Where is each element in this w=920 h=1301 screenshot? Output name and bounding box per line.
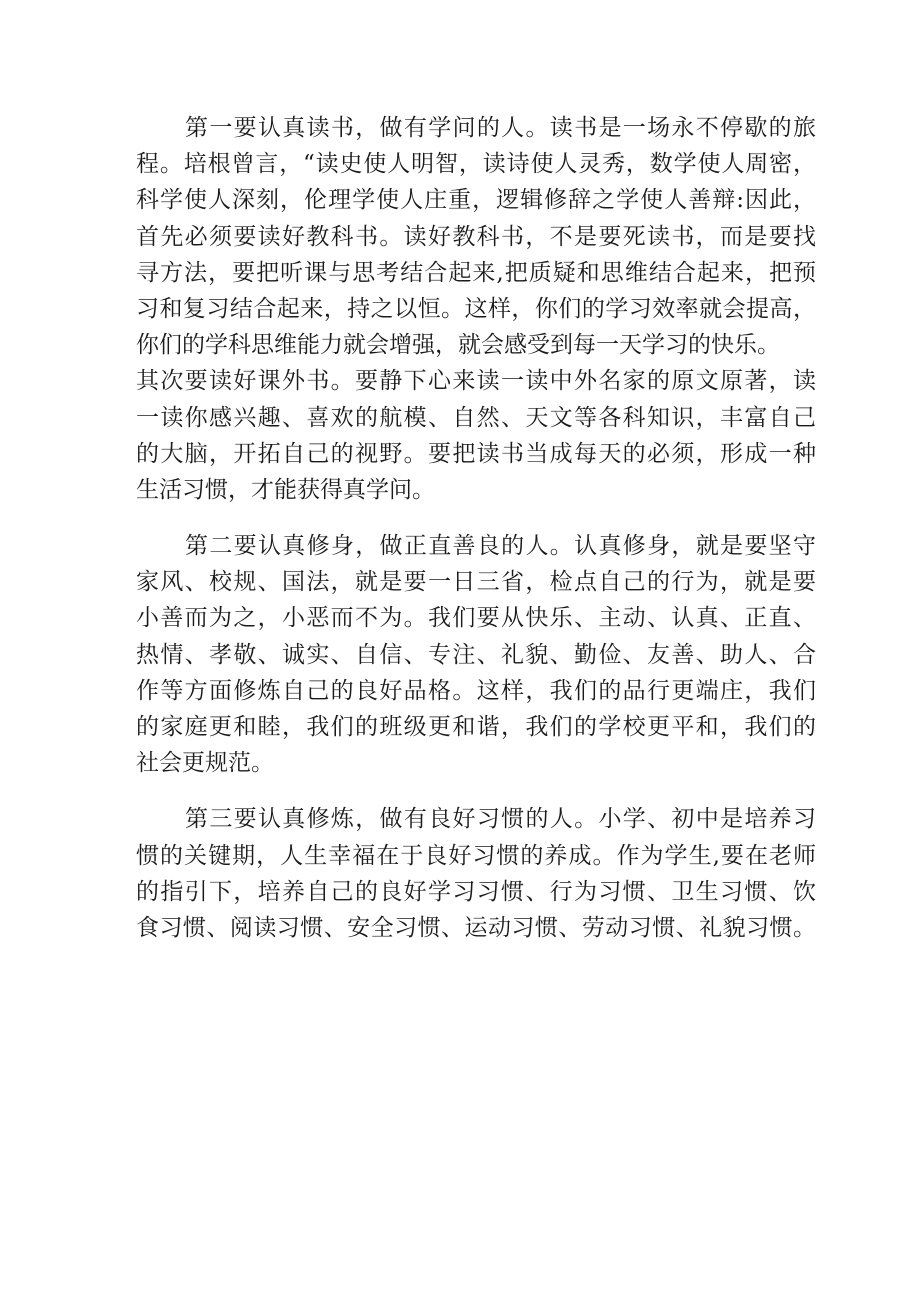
paragraph-reading: [136, 110, 816, 508]
text-line: 习和复习结合起来，持之以恒。这样，你们的学习效率就会提高，: [136, 295, 816, 322]
text-line: 的家庭更和睦，我们的班级更和谐，我们的学校更平和，我们的: [136, 714, 816, 740]
text-line: 家风、校规、国法，就是要一日三省，检点自己的行为，就是要: [136, 569, 816, 596]
text-line: 小善而为之，小恶而不为。我们要从快乐、主动、认真、正直、: [136, 605, 816, 632]
text-line: 程。培根曾言，“读史使人明智，读诗使人灵秀，数学使人周密，: [136, 151, 816, 178]
document-body: [136, 110, 816, 946]
text-line: 第三要认真修炼，做有良好习惯的人。小学、初中是培养习: [185, 806, 816, 833]
text-line: 食习惯、阅读习惯、安全习惯、运动习惯、劳动习惯、礼貌习惯。: [136, 914, 816, 941]
text-line: 第二要认真修身，做正直善良的人。认真修身，就是要坚守: [185, 533, 816, 560]
text-line: 你们的学科思维能力就会增强，就会感受到每一天学习的快乐。: [136, 332, 780, 359]
paragraph-habits: [136, 801, 816, 946]
text-line: 的指引下，培养自己的良好学习习惯、行为习惯、卫生习惯、饮: [136, 878, 816, 905]
text-line: 其次要读好课外书。要静下心来读一读中外名家的原文原著，读: [136, 368, 816, 395]
paragraph-self-cultivation: [136, 528, 816, 781]
text-line: 一读你感兴趣、喜欢的航模、自然、天文等各科知识，丰富自己: [136, 404, 816, 431]
text-line: 作等方面修炼自己的良好品格。这样，我们的品行更端庄，我们: [136, 677, 816, 704]
text-line: 生活习惯，才能获得真学问。: [136, 476, 435, 503]
text-line: 惯的关键期，人生幸福在于良好习惯的养成。作为学生,要在老师: [136, 842, 816, 869]
text-line: 寻方法，要把听课与思考结合起来,把质疑和思维结合起来，把预: [136, 259, 816, 286]
text-line: 第一要认真读书，做有学问的人。读书是一场永不停歇的旅: [185, 115, 816, 141]
text-line: 热情、孝敬、诚实、自信、专注、礼貌、勤俭、友善、助人、合: [136, 641, 816, 668]
text-line: 社会更规范。: [136, 750, 274, 777]
text-line: 的大脑，开拓自己的视野。要把读书当成每天的必须，形成一种: [136, 440, 816, 467]
text-line: 科学使人深刻，伦理学使人庄重，逻辑修辞之学使人善辩:因此，: [136, 187, 816, 214]
text-line: 首先必须要读好教科书。读好教科书，不是要死读书，而是要找: [136, 223, 816, 250]
